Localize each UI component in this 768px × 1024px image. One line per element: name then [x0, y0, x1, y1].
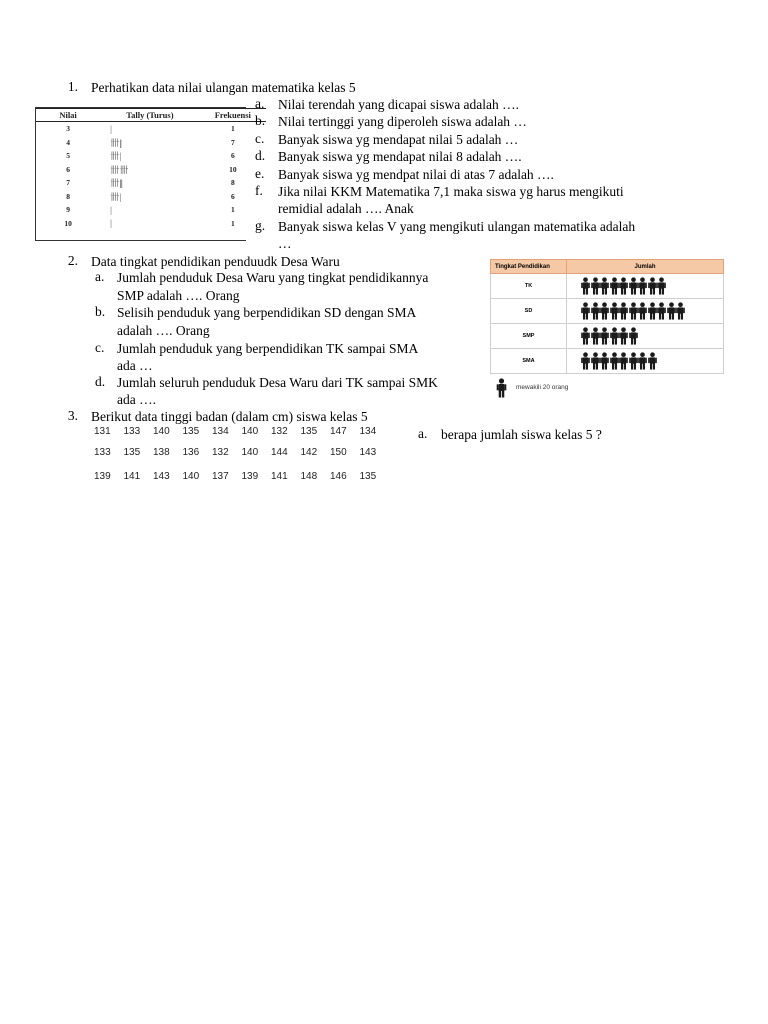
header-jumlah: Jumlah	[567, 260, 724, 274]
table-row	[36, 136, 266, 150]
person-icon	[648, 302, 657, 320]
height-value: 136	[182, 447, 200, 458]
item-label: a.	[95, 269, 105, 284]
person-icon	[600, 352, 609, 370]
table-row	[36, 217, 266, 231]
person-icon	[591, 352, 600, 370]
height-value: 139	[241, 471, 259, 482]
item-text: Jumlah seluruh penduduk Desa Waru dari TK sampai SMK	[117, 375, 438, 390]
question-number: 3.	[67, 408, 78, 423]
table-row	[36, 176, 266, 190]
height-value: 143	[359, 447, 377, 458]
cell-tally: |	[110, 123, 111, 134]
height-value: 138	[153, 447, 170, 458]
person-icon	[496, 378, 507, 402]
header-tally: Tally (Turus)	[100, 109, 200, 122]
height-value: 132	[271, 426, 288, 437]
person-icon	[581, 327, 590, 345]
item-text: Selisih penduduk yang berpendidikan SD dengan SMA	[117, 305, 417, 320]
pictogram-row	[491, 299, 724, 324]
height-value: 146	[330, 471, 347, 482]
item-text-cont: SMP adalah …. Orang	[117, 288, 240, 303]
height-value: 144	[271, 447, 288, 458]
cell-tally: 卌 |	[110, 191, 121, 202]
person-icon	[581, 277, 590, 295]
item-label: c.	[255, 131, 265, 146]
icons-cell	[567, 274, 724, 299]
height-value: 140	[241, 447, 259, 458]
cell-tally: 卌 |||	[110, 178, 122, 189]
height-value: 141	[123, 471, 141, 482]
icons-cell	[567, 299, 724, 324]
item-label: g.	[255, 218, 266, 233]
legend-text: mewakili 20 orang	[516, 384, 569, 391]
person-icon	[600, 302, 609, 320]
pictogram-row	[491, 324, 724, 349]
pictogram-row	[491, 274, 724, 299]
table-row	[36, 122, 266, 136]
item-label: d.	[95, 374, 106, 389]
person-icon	[638, 302, 647, 320]
item-label: a.	[418, 426, 428, 441]
person-icon	[629, 277, 638, 295]
person-icon	[629, 352, 638, 370]
item-text-cont: …	[278, 236, 292, 251]
person-icon	[638, 277, 647, 295]
height-value: 133	[123, 426, 141, 437]
item-text: Jika nilai KKM Matematika 7,1 maka siswa yg harus mengikuti	[278, 184, 624, 199]
table-row	[36, 203, 266, 217]
item-text-cont: ada …	[117, 358, 153, 373]
height-value: 135	[123, 447, 141, 458]
height-value: 140	[241, 426, 259, 437]
question-title: Perhatikan data nilai ulangan matematika kelas 5	[91, 80, 356, 95]
cell-tally: |	[110, 218, 111, 229]
table-row	[36, 190, 266, 204]
item-label: c.	[95, 340, 105, 355]
person-icon	[676, 302, 685, 320]
item-text: Banyak siswa yg mendpat nilai di atas 7 adalah ….	[278, 167, 554, 182]
cell-frek: 1	[230, 124, 235, 134]
table-row	[36, 163, 266, 177]
cell-nilai: 10	[64, 218, 72, 228]
person-icon	[667, 302, 676, 320]
item-label: e.	[255, 166, 265, 181]
cell-tally: 卌 ||	[110, 137, 121, 148]
height-value: 143	[153, 471, 170, 482]
height-value: 141	[271, 471, 288, 482]
cell-frek: 1	[230, 218, 235, 228]
header-frekuensi: Frekuensi	[200, 109, 266, 122]
cell-nilai: 3	[66, 124, 70, 134]
height-value: 133	[94, 447, 111, 458]
height-value: 147	[330, 426, 347, 437]
cell-frek: 8	[230, 178, 235, 188]
level-label: TK	[491, 274, 567, 299]
person-icon	[657, 277, 666, 295]
height-value: 140	[153, 426, 170, 437]
item-text: Banyak siswa yg mendapat nilai 5 adalah …	[278, 132, 519, 147]
person-icon	[610, 302, 619, 320]
item-text: Banyak siswa yg mendapat nilai 8 adalah ….	[278, 149, 522, 164]
item-label: f.	[255, 183, 263, 198]
person-icon	[591, 277, 600, 295]
item-label: b.	[95, 304, 106, 319]
person-icon	[648, 352, 657, 370]
cell-nilai: 4	[66, 137, 70, 147]
height-value: 142	[300, 447, 318, 458]
header-nilai: Nilai	[36, 109, 100, 122]
cell-nilai: 9	[66, 205, 70, 215]
cell-frek: 7	[230, 137, 235, 147]
person-icon	[591, 327, 600, 345]
header-tingkat: Tingkat Pendidikan	[491, 260, 567, 274]
person-icon	[619, 352, 628, 370]
item-text: Nilai tertinggi yang diperoleh siswa adalah …	[278, 114, 527, 129]
icons-cell	[567, 349, 724, 374]
height-value: 132	[212, 447, 229, 458]
height-value: 150	[330, 447, 347, 458]
icons-cell	[567, 324, 724, 349]
person-icon	[610, 327, 619, 345]
height-data-grid	[92, 424, 392, 480]
item-text: Nilai terendah yang dicapai siswa adalah ….	[278, 97, 520, 112]
height-value: 135	[359, 471, 377, 482]
height-value: 134	[359, 426, 377, 437]
cell-frek: 10	[229, 164, 237, 174]
question-title: Data tingkat pendidikan penduudk Desa Waru	[91, 254, 340, 269]
pictogram-legend	[490, 378, 724, 402]
person-icon	[600, 327, 609, 345]
cell-frek: 6	[230, 191, 235, 201]
level-label: SD	[491, 299, 567, 324]
person-icon	[581, 352, 590, 370]
cell-frek: 6	[230, 151, 235, 161]
cell-nilai: 5	[66, 151, 70, 161]
cell-nilai: 6	[66, 164, 70, 174]
height-value: 134	[212, 426, 229, 437]
item-text: Jumlah penduduk Desa Waru yang tingkat pendidikannya	[117, 270, 429, 285]
height-value: 131	[94, 426, 111, 437]
person-icon	[619, 327, 628, 345]
question-number: 1.	[67, 79, 78, 94]
item-label: a.	[255, 96, 265, 111]
person-icon	[638, 352, 647, 370]
person-icon	[619, 277, 628, 295]
person-icon	[657, 302, 666, 320]
item-text-cont: remidial adalah …. Anak	[278, 201, 414, 216]
tally-table	[35, 107, 251, 241]
cell-tally: 卌 |	[110, 151, 121, 162]
level-label: SMA	[491, 349, 567, 374]
item-text: berapa jumlah siswa kelas 5 ?	[441, 427, 602, 442]
height-value: 139	[94, 471, 111, 482]
height-value: 135	[300, 426, 318, 437]
cell-tally: |	[110, 204, 111, 215]
height-value: 137	[212, 471, 229, 482]
item-text: Banyak siswa kelas V yang mengikuti ulangan matematika adalah	[278, 219, 636, 234]
person-icon	[591, 302, 600, 320]
question-number: 2.	[67, 253, 78, 268]
item-text-cont: adalah …. Orang	[117, 323, 210, 338]
person-icon	[629, 302, 638, 320]
item-text: Jumlah penduduk yang berpendidikan TK sampai SMA	[117, 341, 419, 356]
item-label: d.	[255, 148, 266, 163]
level-label: SMP	[491, 324, 567, 349]
person-icon	[629, 327, 638, 345]
person-icon	[610, 277, 619, 295]
pictogram-row	[491, 349, 724, 374]
person-icon	[581, 302, 590, 320]
question-title: Berikut data tinggi badan (dalam cm) siswa kelas 5	[91, 409, 368, 424]
table-row	[36, 149, 266, 163]
height-value: 148	[300, 471, 318, 482]
person-icon	[610, 352, 619, 370]
cell-nilai: 7	[66, 178, 70, 188]
person-icon	[600, 277, 609, 295]
cell-frek: 1	[230, 205, 235, 215]
cell-nilai: 8	[66, 191, 70, 201]
cell-tally: 卌 卌	[110, 164, 128, 175]
person-icon	[619, 302, 628, 320]
item-text-cont: ada ….	[117, 392, 156, 407]
pictogram	[490, 259, 724, 402]
height-value: 135	[182, 426, 200, 437]
height-value: 140	[182, 471, 200, 482]
item-label: b.	[255, 113, 266, 128]
person-icon	[648, 277, 657, 295]
